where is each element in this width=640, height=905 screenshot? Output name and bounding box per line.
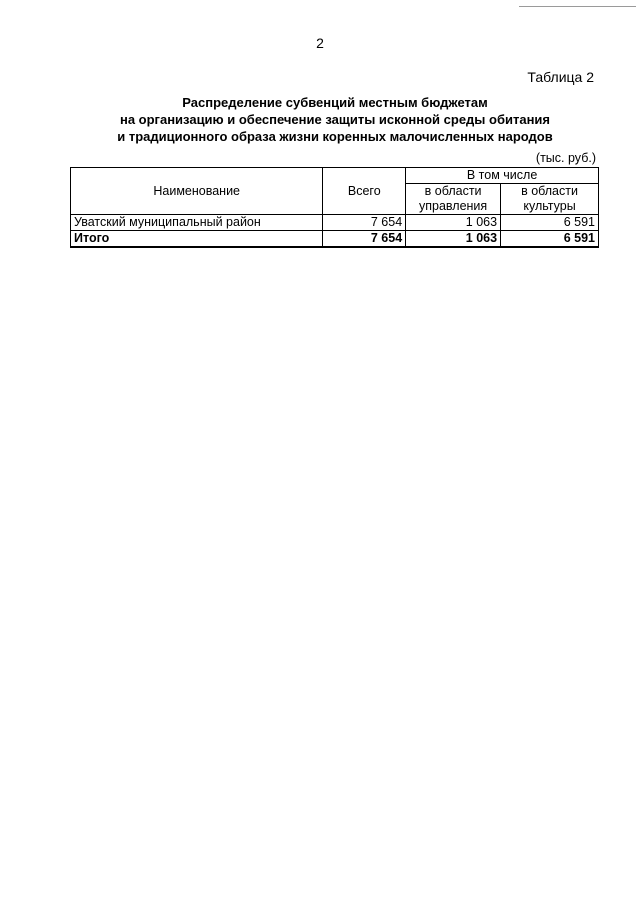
subsidy-table	[70, 167, 599, 248]
total-row-management: 1 063	[406, 231, 501, 248]
title-line-1: Распределение субвенций местным бюджетам	[182, 95, 488, 110]
page-number: 2	[316, 35, 324, 51]
header-culture: в области культуры	[501, 184, 599, 215]
row-management: 1 063	[406, 215, 501, 231]
row-total: 7 654	[323, 215, 406, 231]
row-name: Уватский муниципальный район	[71, 215, 323, 231]
total-row-culture: 6 591	[501, 231, 599, 248]
header-including: В том числе	[406, 168, 599, 184]
header-total: Всего	[323, 168, 406, 215]
units-label: (тыс. руб.)	[535, 151, 596, 165]
total-row-total: 7 654	[323, 231, 406, 248]
table-header-row	[71, 168, 599, 184]
table-label: Таблица 2	[527, 69, 594, 85]
table-row	[71, 215, 599, 231]
document-title	[0, 94, 640, 145]
header-management: в области управления	[406, 184, 501, 215]
total-row	[71, 231, 599, 248]
title-line-2: на организацию и обеспечение защиты исконной среды обитания	[119, 112, 551, 127]
title-line-3: и традиционного образа жизни коренных малочисленных народов	[117, 129, 553, 144]
row-culture: 6 591	[501, 215, 599, 231]
top-edge-rule	[519, 6, 636, 7]
total-row-name: Итого	[71, 231, 323, 248]
header-name: Наименование	[71, 168, 323, 215]
